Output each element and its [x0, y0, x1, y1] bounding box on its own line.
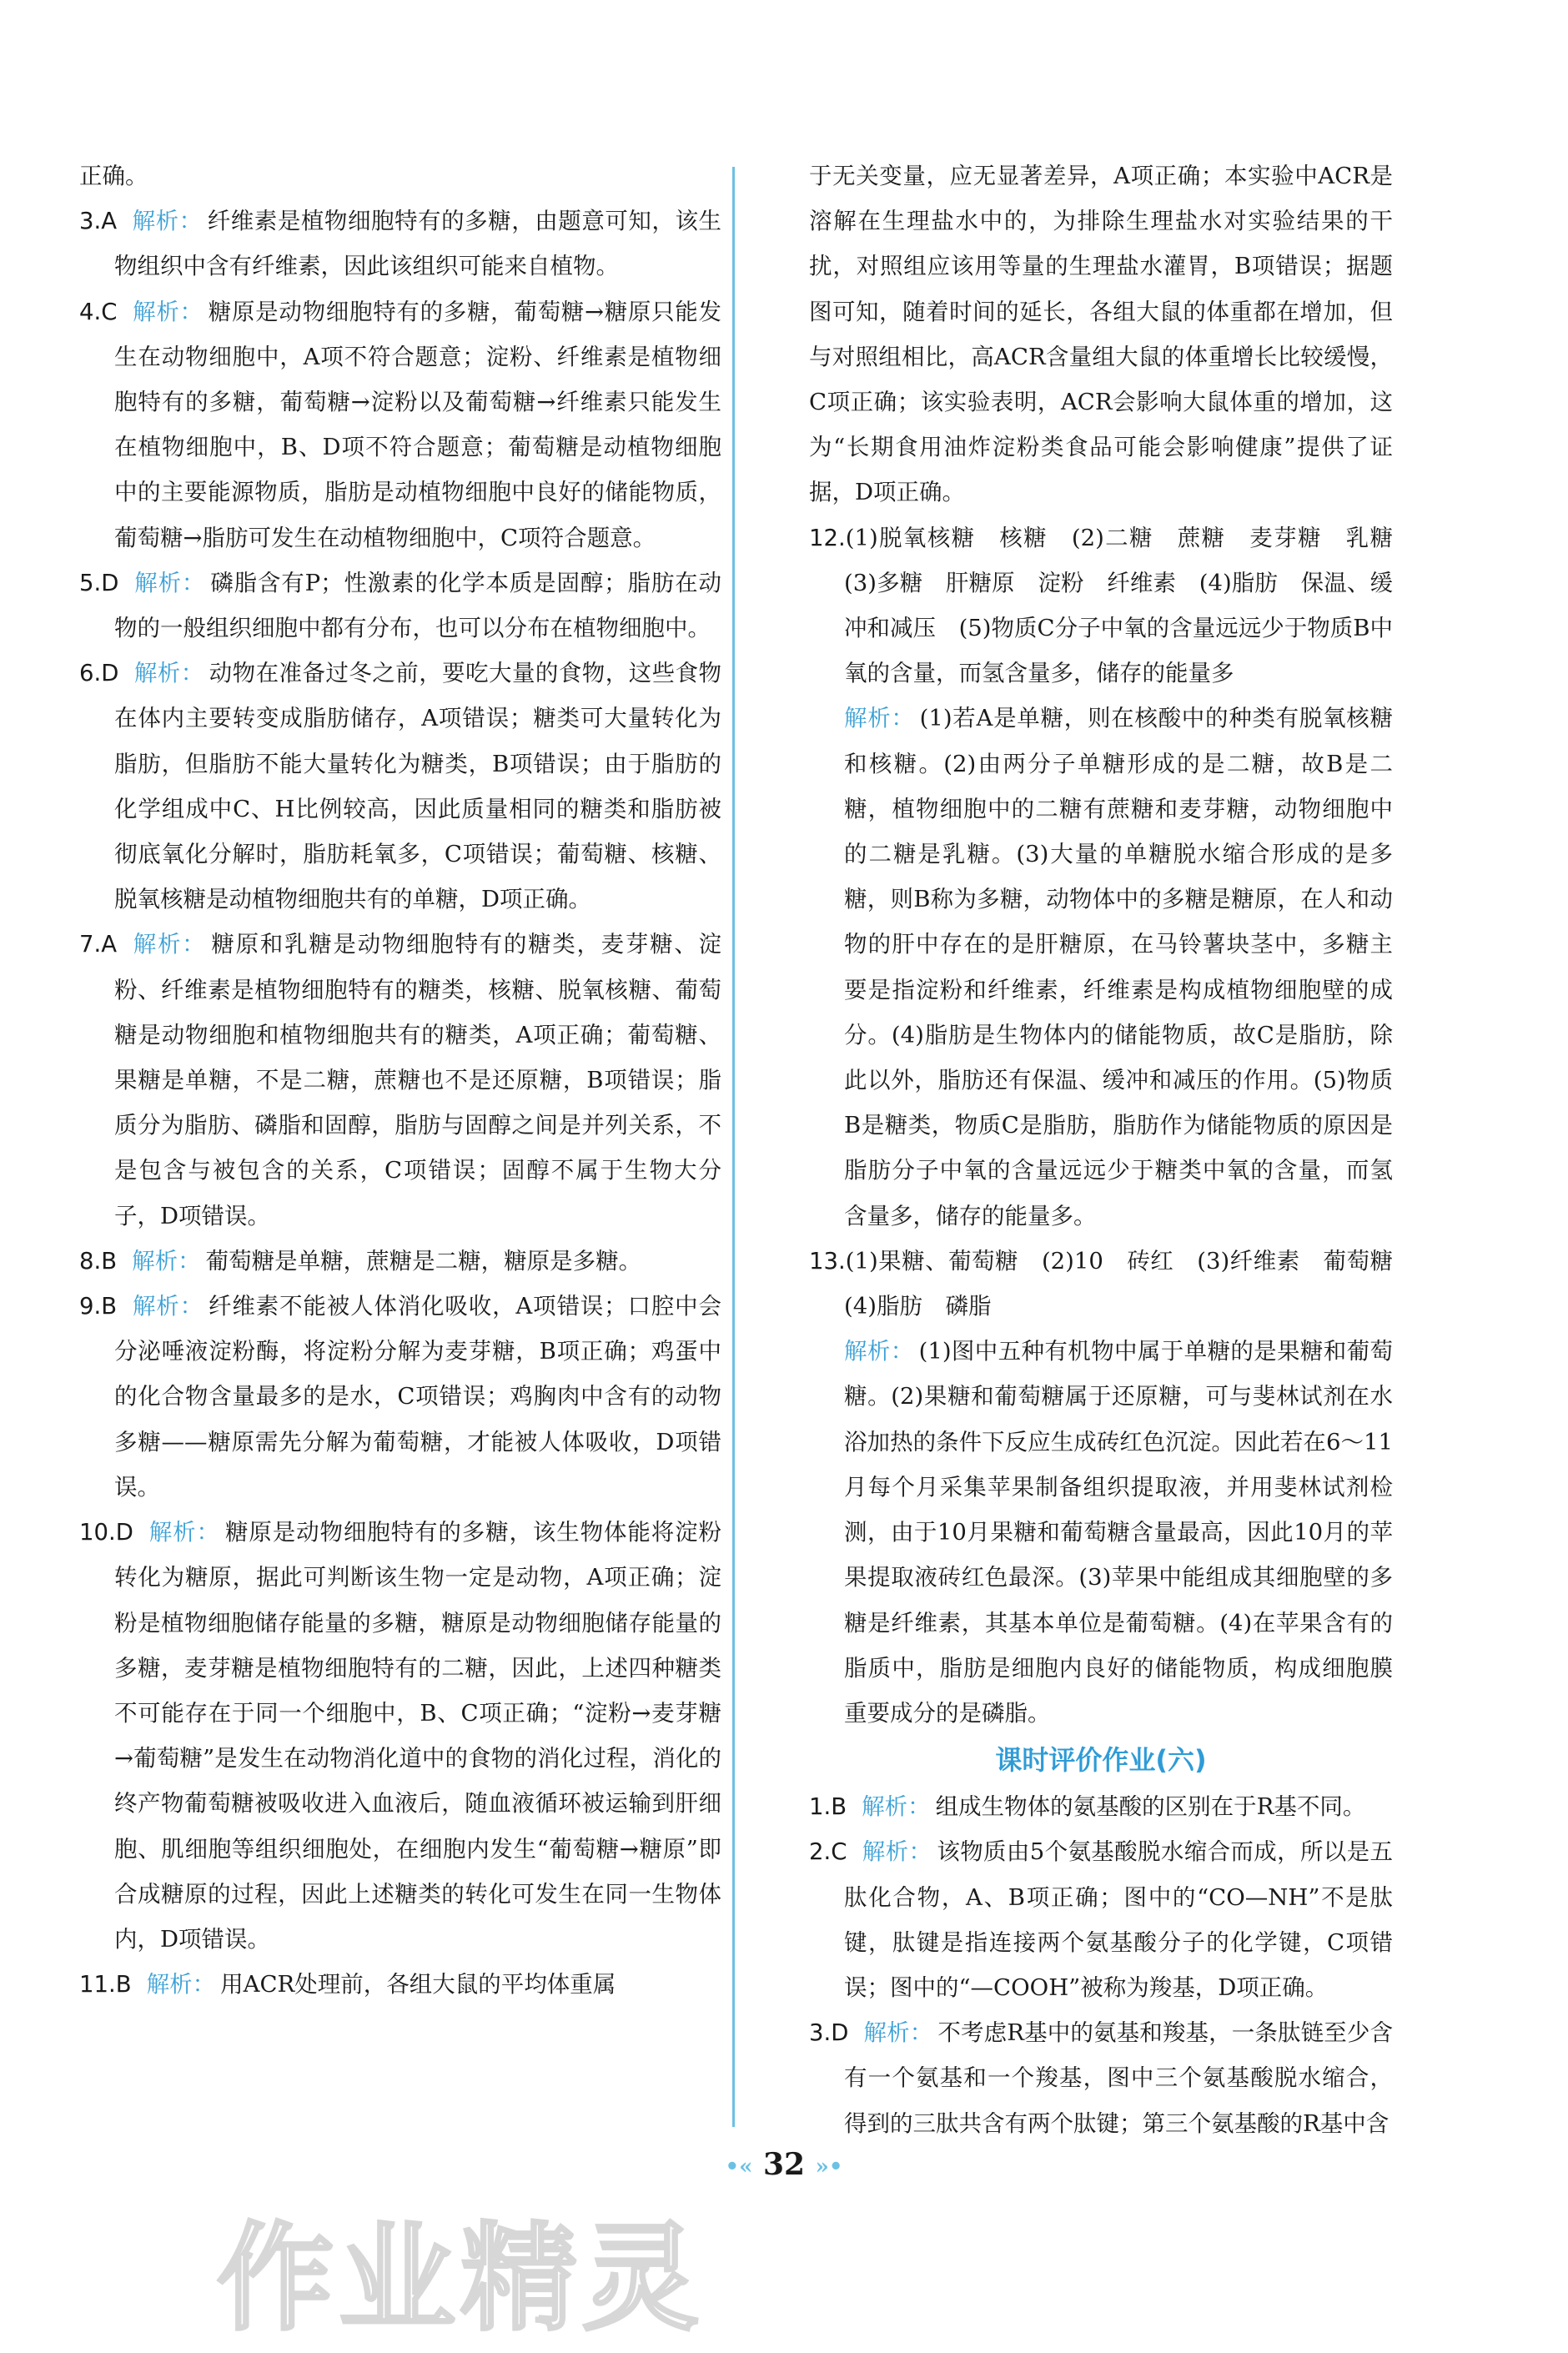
analysis-tag: 解析： [133, 660, 204, 687]
page-number [0, 2147, 1568, 2182]
analysis-text: (1)图中五种有机物中属于单糖的是果糖和葡萄糖。(2)果糖和葡萄糖属于还原糖，可与斐林试剂在水浴加热的条件下反应生成砖红色沉淀。因此若在6～11月每个月采集苹果制备组织提取液，并用斐林试剂检测，由于10月果糖和葡萄糖含量最高，因此10月的苹果提取液砖红色最深。(3)苹果中能组成其细胞壁的多糖是纤维素，其基本单位是葡萄糖。(4)在苹果含有的脂质中，脂肪是细胞内良好的储能物质，构成细胞膜重要成分的是磷脂。 [844, 1338, 1394, 1727]
analysis-tag: 解析： [132, 1293, 204, 1320]
answer-text: (1)脱氧核糖 核糖 (2)二糖 蔗糖 麦芽糖 乳糖 (3)多糖 肝糖原 淀粉 纤维素 (4)脂肪 保温、缓冲和减压 (5)物质C分子中氧的含量远远少于物质B中氧的含量，而氢含量多，储存的能量多 [844, 524, 1416, 687]
item-number: 3.D [809, 2019, 849, 2047]
answer-item [79, 561, 721, 651]
item-number: 4.C [79, 298, 118, 325]
column-divider [732, 167, 735, 2127]
page-number-value: 32 [762, 2147, 806, 2182]
analysis-tag: 解析： [132, 208, 203, 235]
analysis-tag: 解析： [862, 1838, 932, 1866]
item-number: 2.C [809, 1838, 847, 1866]
analysis-tag: 解析： [148, 1519, 220, 1546]
item-text: 磷脂含有P；性激素的化学本质是固醇；脂肪在动物的一般组织细胞中都有分布，也可以分布在植物细胞中。 [114, 569, 721, 642]
item-text: 用ACR处理前，各组大鼠的平均体重属 [220, 1971, 616, 1999]
analysis-paragraph [809, 1329, 1393, 1736]
analysis-tag: 解析： [133, 569, 206, 596]
answer-item [79, 1510, 721, 1962]
answer-item [809, 2010, 1393, 2146]
answer-item [79, 199, 721, 289]
item-text: 组成生物体的氨基酸的区别在于R基不同。 [935, 1793, 1366, 1821]
item-text: 葡萄糖是单糖，蔗糖是二糖，糖原是多糖。 [205, 1247, 642, 1275]
item-number: 7.A [79, 931, 118, 958]
right-column [809, 153, 1416, 2146]
analysis-tag: 解析： [146, 1971, 216, 1999]
analysis-tag: 解析： [863, 2019, 933, 2047]
continued-paragraph: 正确。 [79, 163, 148, 189]
answer-item [79, 1239, 721, 1284]
analysis-tag: 解析： [844, 705, 915, 732]
item-number: 3.A [79, 208, 118, 235]
analysis-tag: 解析： [132, 1247, 201, 1275]
page-number-deco-left: •« [725, 2154, 753, 2180]
item-number: 9.B [79, 1293, 118, 1320]
item-number: 10.D [79, 1519, 133, 1546]
analysis-tag: 解析： [844, 1338, 914, 1365]
left-column [79, 153, 721, 2007]
item-text: 糖原和乳糖是动物细胞特有的糖类，麦芽糖、淀粉、纤维素是植物细胞特有的糖类，核糖、脱氧核糖、葡萄糖是动物细胞和植物细胞共有的糖类，A项正确；葡萄糖、果糖是单糖，不是二糖，蔗糖也不是还原糖，B项错误；脂质分为脂肪、磷脂和固醇，脂肪与固醇之间是并列关系，不是包含与被包含的关系，C项错误；固醇不属于生物大分子，D项错误。 [114, 931, 722, 1229]
item-number: 5.D [79, 569, 119, 596]
item-text: 纤维素不能被人体消化吸收，A项错误；口腔中会分泌唾液淀粉酶，将淀粉分解为麦芽糖，B项正确；鸡蛋中的化合物含量最多的是水，C项错误；鸡胸肉中含有的动物多糖——糖原需先分解为葡萄糖，才能被人体吸收，D项错误。 [114, 1293, 722, 1501]
answer-item [809, 1829, 1393, 2010]
item-text: 该物质由5个氨基酸脱水缩合而成，所以是五肽化合物，A、B项正确；图中的“CO—NH”不是肽键，肽键是指连接两个氨基酸分子的化学键，C项错误；图中的“—COOH”被称为羧基，D项正确。 [844, 1838, 1394, 2001]
analysis-text: (1)若A是单糖，则在核酸中的种类有脱氧核糖和核糖。(2)由两分子单糖形成的是二糖，故B是二糖，植物细胞中的二糖有蔗糖和麦芽糖，动物细胞中的二糖是乳糖。(3)大量的单糖脱水缩合形成的是多糖，则B称为多糖，动物体中的多糖是糖原，在人和动物的肝中存在的是肝糖原，在马铃薯块茎中，多糖主要是指淀粉和纤维素，纤维素是构成植物细胞壁的成分。(4)脂肪是生物体内的储能物质，故C是脂肪，除此以外，脂肪还有保温、缓冲和减压的作用。(5)物质B是糖类，物质C是脂肪，脂肪作为储能物质的原因是脂肪分子中氧的含量远远少于糖类中氧的含量，而氢含量多，储存的能量多。 [844, 705, 1394, 1229]
answer-item [79, 1962, 721, 2007]
item-text: 动物在准备过冬之前，要吃大量的食物，这些食物在体内主要转变成脂肪储存，A项错误；糖类可大量转化为脂肪，但脂肪不能大量转化为糖类，B项错误；由于脂肪的化学组成中C、H比例较高，因此质量相同的糖类和脂肪被彻底氧化分解时，脂肪耗氧多，C项错误；葡萄糖、核糖、脱氧核糖是动植物细胞共有的单糖，D项正确。 [114, 660, 722, 913]
analysis-tag: 解析： [862, 1793, 931, 1821]
item-number: 12. [809, 524, 846, 551]
answer-text: (1)果糖、葡萄糖 (2)10 砖红 (3)纤维素 葡萄糖 (4)脂肪 磷脂 [844, 1247, 1416, 1320]
continued-paragraph: 于无关变量，应无显著差异，A项正确；本实验中ACR是溶解在生理盐水中的，为排除生理盐水对实验结果的干扰，对照组应该用等量的生理盐水灌胃，B项错误；据题图可知，随着时间的延长，各组大鼠的体重都在增加，但与对照组相比，高ACR含量组大鼠的体重增长比较缓慢，C项正确；该实验表明，ACR会影响大鼠体重的增加，这为“长期食用油炸淀粉类食品可能会影响健康”提供了证据，D项正确。 [809, 163, 1393, 506]
item-text: 糖原是动物细胞特有的多糖，葡萄糖→糖原只能发生在动物细胞中，A项不符合题意；淀粉、纤维素是植物细胞特有的多糖，葡萄糖→淀粉以及葡萄糖→纤维素只能发生在植物细胞中，B、D项不符合题意；葡萄糖是动植物细胞中的主要能源物质，脂肪是动植物细胞中良好的储能物质，葡萄糖→脂肪可发生在动植物细胞中，C项符合题意。 [114, 298, 722, 551]
watermark: 作业精灵 [217, 2211, 705, 2347]
analysis-tag: 解析： [132, 298, 204, 325]
analysis-tag: 解析： [132, 931, 207, 958]
answer-item [809, 1239, 1416, 1329]
item-number: 8.B [79, 1247, 118, 1275]
answer-item [809, 515, 1416, 696]
item-text: 不考虑R基中的氨基和羧基，一条肽链至少含有一个氨基和一个羧基，图中三个氨基酸脱水缩合，得到的三肽共含有两个肽键；第三个氨基酸的R基中含 [844, 2019, 1393, 2137]
item-text: 糖原是动物细胞特有的多糖，该生物体能将淀粉转化为糖原，据此可判断该生物一定是动物，A项正确；淀粉是植物细胞储存能量的多糖，糖原是动物细胞储存能量的多糖，麦芽糖是植物细胞特有的二糖，因此，上述四种糖类不可能存在于同一个细胞中，B、C项正确；“淀粉→麦芽糖→葡萄糖”是发生在动物消化道中的食物的消化过程，消化的终产物葡萄糖被吸收进入血液后，随血液循环被运输到肝细胞、肌细胞等组织细胞处，在细胞内发生“葡萄糖→糖原”即合成糖原的过程，因此上述糖类的转化可发生在同一生物体内，D项错误。 [114, 1519, 722, 1953]
item-number: 11.B [79, 1971, 132, 1999]
item-number: 6.D [79, 660, 119, 687]
answer-item [79, 289, 721, 561]
item-number: 1.B [809, 1793, 847, 1821]
answer-item [809, 1784, 1393, 1829]
page-number-deco-right: »• [815, 2154, 843, 2180]
analysis-paragraph [809, 696, 1393, 1238]
answer-item [79, 1284, 721, 1510]
section-title: 课时评价作业(六) [995, 1744, 1207, 1777]
item-number: 13. [809, 1247, 846, 1275]
item-text: 纤维素是植物细胞特有的多糖，由题意可知，该生物组织中含有纤维素，因此该组织可能来自植物。 [114, 208, 722, 280]
answer-item [79, 922, 721, 1238]
answer-item [79, 651, 721, 922]
